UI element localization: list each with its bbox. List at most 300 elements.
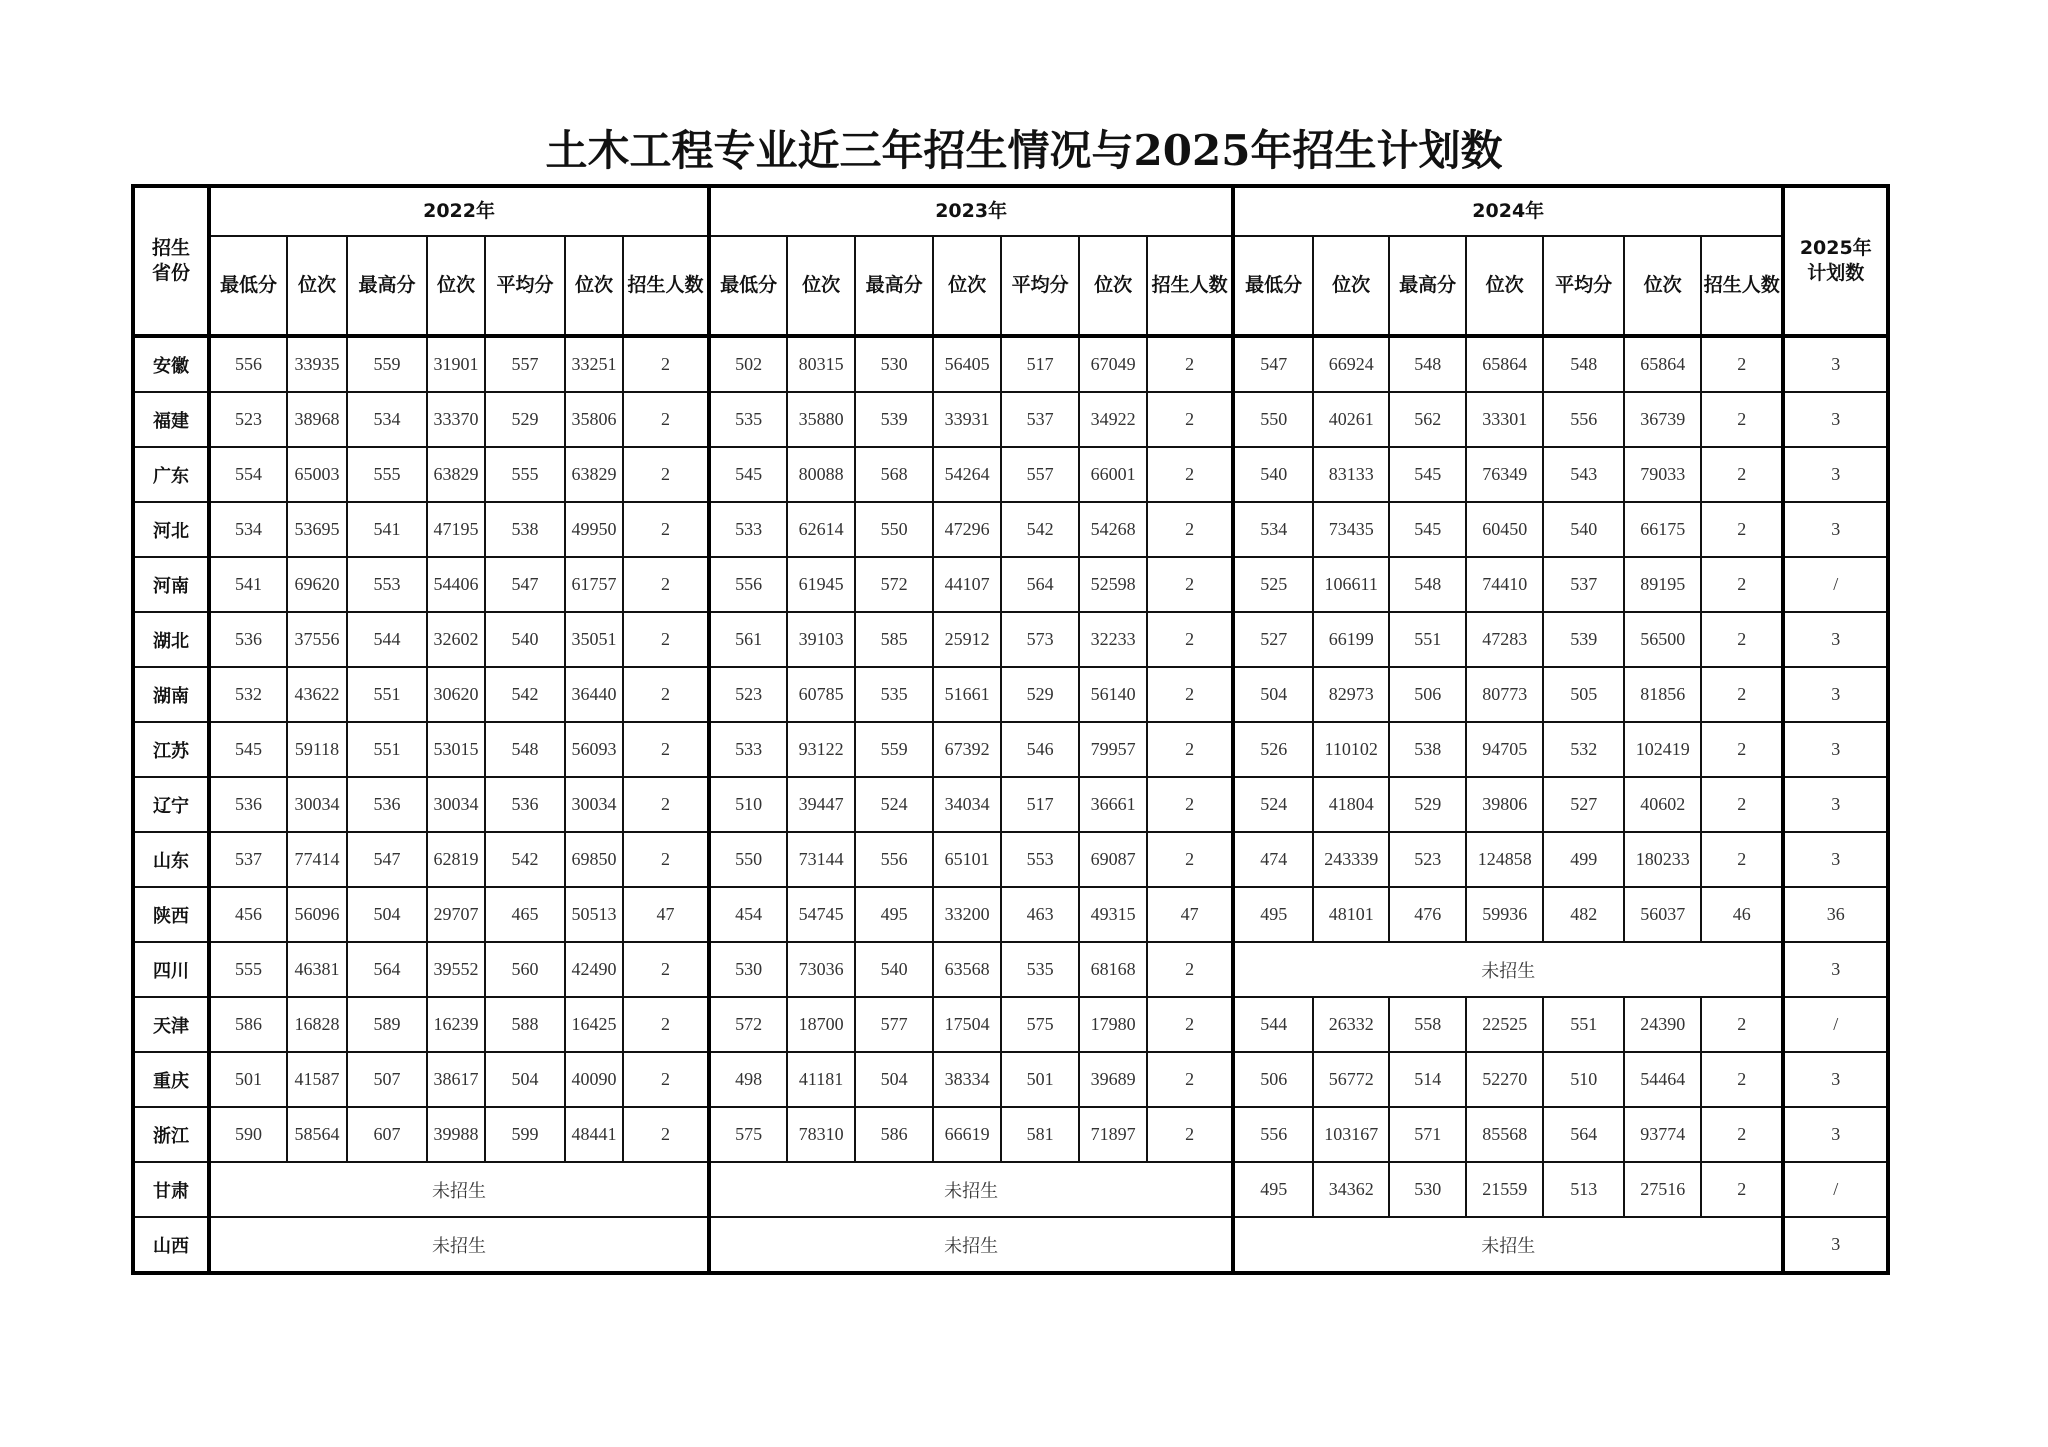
cell-enrolled-count: 2 <box>1701 1162 1783 1217</box>
cell-enrolled-count: 2 <box>623 612 709 667</box>
cell-avg-score: 510 <box>1543 1052 1624 1107</box>
cell-rank-min: 103167 <box>1313 1107 1389 1162</box>
cell-enrolled-count: 2 <box>1701 336 1783 392</box>
province-cell: 河南 <box>133 557 209 612</box>
subheader-rank-min: 位次 <box>287 236 347 336</box>
year-header-2022: 2022年 <box>209 186 709 236</box>
cell-rank-min: 59118 <box>287 722 347 777</box>
cell-rank-min: 82973 <box>1313 667 1389 722</box>
plan-2025-cell: 3 <box>1783 1107 1888 1162</box>
cell-avg-score: 560 <box>485 942 565 997</box>
cell-max-score: 556 <box>855 832 933 887</box>
cell-rank-min: 54745 <box>787 887 855 942</box>
cell-avg-score: 505 <box>1543 667 1624 722</box>
cell-min-score: 454 <box>709 887 787 942</box>
cell-rank-avg: 102419 <box>1624 722 1701 777</box>
cell-avg-score: 539 <box>1543 612 1624 667</box>
subheader-rank-avg: 位次 <box>565 236 623 336</box>
plan-2025-cell: 3 <box>1783 447 1888 502</box>
cell-rank-max: 22525 <box>1466 997 1543 1052</box>
plan-2025-cell: 3 <box>1783 777 1888 832</box>
year-header-2023: 2023年 <box>709 186 1233 236</box>
province-cell: 陕西 <box>133 887 209 942</box>
cell-rank-max: 21559 <box>1466 1162 1543 1217</box>
cell-min-score: 550 <box>1233 392 1313 447</box>
cell-rank-max: 65101 <box>933 832 1001 887</box>
cell-rank-max: 60450 <box>1466 502 1543 557</box>
cell-enrolled-count: 2 <box>1701 722 1783 777</box>
cell-enrolled-count: 2 <box>1147 1052 1233 1107</box>
cell-min-score: 535 <box>709 392 787 447</box>
cell-rank-max: 33301 <box>1466 392 1543 447</box>
cell-rank-min: 78310 <box>787 1107 855 1162</box>
cell-rank-avg: 63829 <box>565 447 623 502</box>
cell-max-score: 536 <box>347 777 427 832</box>
province-cell: 山东 <box>133 832 209 887</box>
cell-min-score: 586 <box>209 997 287 1052</box>
cell-max-score: 545 <box>1389 447 1466 502</box>
cell-max-score: 572 <box>855 557 933 612</box>
cell-rank-min: 33935 <box>287 336 347 392</box>
cell-rank-min: 40261 <box>1313 392 1389 447</box>
cell-rank-max: 39988 <box>427 1107 485 1162</box>
cell-avg-score: 555 <box>485 447 565 502</box>
cell-max-score: 564 <box>347 942 427 997</box>
cell-enrolled-count: 2 <box>623 777 709 832</box>
province-cell: 重庆 <box>133 1052 209 1107</box>
cell-rank-avg: 27516 <box>1624 1162 1701 1217</box>
cell-max-score: 535 <box>855 667 933 722</box>
cell-rank-avg: 36440 <box>565 667 623 722</box>
cell-max-score: 506 <box>1389 667 1466 722</box>
cell-rank-min: 16828 <box>287 997 347 1052</box>
plan-2025-cell: 3 <box>1783 832 1888 887</box>
table-row <box>133 502 1888 557</box>
cell-min-score: 547 <box>1233 336 1313 392</box>
cell-max-score: 544 <box>347 612 427 667</box>
cell-max-score: 545 <box>1389 502 1466 557</box>
cell-max-score: 539 <box>855 392 933 447</box>
cell-avg-score: 564 <box>1001 557 1079 612</box>
cell-enrolled-count: 2 <box>1701 447 1783 502</box>
cell-avg-score: 548 <box>485 722 565 777</box>
cell-avg-score: 573 <box>1001 612 1079 667</box>
cell-max-score: 555 <box>347 447 427 502</box>
plan-2025-cell: 3 <box>1783 336 1888 392</box>
cell-enrolled-count: 2 <box>1701 1107 1783 1162</box>
plan-2025-cell: 3 <box>1783 502 1888 557</box>
cell-max-score: 558 <box>1389 997 1466 1052</box>
cell-rank-max: 16239 <box>427 997 485 1052</box>
cell-rank-avg: 35051 <box>565 612 623 667</box>
cell-rank-avg: 61757 <box>565 557 623 612</box>
cell-enrolled-count: 46 <box>1701 887 1783 942</box>
plan-2025-cell: 3 <box>1783 612 1888 667</box>
cell-min-score: 556 <box>209 336 287 392</box>
cell-avg-score: 529 <box>1001 667 1079 722</box>
cell-rank-avg: 89195 <box>1624 557 1701 612</box>
subheader-max-score: 最高分 <box>855 236 933 336</box>
table-row <box>133 1217 1888 1273</box>
not-enrolled-cell: 未招生 <box>709 1217 1233 1273</box>
cell-avg-score: 543 <box>1543 447 1624 502</box>
cell-enrolled-count: 2 <box>1147 942 1233 997</box>
cell-rank-avg: 79033 <box>1624 447 1701 502</box>
cell-max-score: 571 <box>1389 1107 1466 1162</box>
table-row <box>133 997 1888 1052</box>
cell-rank-max: 31901 <box>427 336 485 392</box>
cell-enrolled-count: 2 <box>1147 1107 1233 1162</box>
cell-rank-min: 93122 <box>787 722 855 777</box>
cell-rank-avg: 49950 <box>565 502 623 557</box>
header-row-subcolumns <box>133 236 1888 336</box>
cell-rank-max: 54406 <box>427 557 485 612</box>
cell-max-score: 538 <box>1389 722 1466 777</box>
cell-min-score: 474 <box>1233 832 1313 887</box>
cell-max-score: 585 <box>855 612 933 667</box>
cell-rank-avg: 66175 <box>1624 502 1701 557</box>
cell-rank-max: 38334 <box>933 1052 1001 1107</box>
table-body <box>133 336 1888 1273</box>
cell-rank-max: 63829 <box>427 447 485 502</box>
cell-min-score: 540 <box>1233 447 1313 502</box>
cell-rank-avg: 71897 <box>1079 1107 1147 1162</box>
cell-enrolled-count: 2 <box>623 997 709 1052</box>
cell-rank-avg: 52598 <box>1079 557 1147 612</box>
cell-rank-min: 26332 <box>1313 997 1389 1052</box>
cell-max-score: 559 <box>855 722 933 777</box>
province-cell: 浙江 <box>133 1107 209 1162</box>
cell-max-score: 551 <box>347 667 427 722</box>
cell-rank-max: 66619 <box>933 1107 1001 1162</box>
cell-min-score: 534 <box>209 502 287 557</box>
plan-2025-cell: / <box>1783 557 1888 612</box>
cell-min-score: 495 <box>1233 1162 1313 1217</box>
cell-avg-score: 540 <box>485 612 565 667</box>
cell-avg-score: 537 <box>1543 557 1624 612</box>
cell-enrolled-count: 2 <box>623 832 709 887</box>
cell-rank-max: 32602 <box>427 612 485 667</box>
plan-2025-cell: / <box>1783 1162 1888 1217</box>
cell-rank-avg: 33251 <box>565 336 623 392</box>
cell-min-score: 536 <box>209 777 287 832</box>
cell-rank-min: 39447 <box>787 777 855 832</box>
table-row <box>133 392 1888 447</box>
plan-2025-cell: 3 <box>1783 392 1888 447</box>
cell-avg-score: 499 <box>1543 832 1624 887</box>
cell-min-score: 554 <box>209 447 287 502</box>
year-header-2024: 2024年 <box>1233 186 1783 236</box>
cell-rank-max: 30034 <box>427 777 485 832</box>
cell-avg-score: 575 <box>1001 997 1079 1052</box>
cell-max-score: 553 <box>347 557 427 612</box>
cell-avg-score: 542 <box>485 667 565 722</box>
cell-min-score: 537 <box>209 832 287 887</box>
cell-rank-min: 66199 <box>1313 612 1389 667</box>
cell-max-score: 559 <box>347 336 427 392</box>
subheader-min-score: 最低分 <box>709 236 787 336</box>
cell-min-score: 498 <box>709 1052 787 1107</box>
cell-avg-score: 537 <box>1001 392 1079 447</box>
cell-avg-score: 599 <box>485 1107 565 1162</box>
cell-rank-max: 56405 <box>933 336 1001 392</box>
cell-min-score: 504 <box>1233 667 1313 722</box>
cell-rank-min: 18700 <box>787 997 855 1052</box>
subheader-rank-min: 位次 <box>1313 236 1389 336</box>
cell-rank-min: 58564 <box>287 1107 347 1162</box>
cell-avg-score: 557 <box>485 336 565 392</box>
cell-enrolled-count: 2 <box>623 336 709 392</box>
cell-min-score: 575 <box>709 1107 787 1162</box>
province-cell: 甘肃 <box>133 1162 209 1217</box>
province-cell: 湖北 <box>133 612 209 667</box>
cell-rank-avg: 54268 <box>1079 502 1147 557</box>
cell-rank-max: 63568 <box>933 942 1001 997</box>
province-cell: 山西 <box>133 1217 209 1273</box>
cell-rank-max: 34034 <box>933 777 1001 832</box>
cell-rank-avg: 40090 <box>565 1052 623 1107</box>
not-enrolled-cell: 未招生 <box>1233 1217 1783 1273</box>
cell-max-score: 551 <box>347 722 427 777</box>
cell-rank-avg: 36739 <box>1624 392 1701 447</box>
subheader-rank-avg: 位次 <box>1624 236 1701 336</box>
cell-enrolled-count: 2 <box>1701 832 1783 887</box>
cell-min-score: 506 <box>1233 1052 1313 1107</box>
cell-enrolled-count: 2 <box>1147 447 1233 502</box>
cell-min-score: 550 <box>709 832 787 887</box>
table-row <box>133 887 1888 942</box>
cell-min-score: 524 <box>1233 777 1313 832</box>
cell-rank-min: 38968 <box>287 392 347 447</box>
cell-rank-max: 38617 <box>427 1052 485 1107</box>
cell-enrolled-count: 2 <box>1147 612 1233 667</box>
cell-rank-avg: 50513 <box>565 887 623 942</box>
province-cell: 湖南 <box>133 667 209 722</box>
cell-rank-max: 39552 <box>427 942 485 997</box>
cell-rank-max: 67392 <box>933 722 1001 777</box>
cell-rank-avg: 79957 <box>1079 722 1147 777</box>
not-enrolled-cell: 未招生 <box>209 1217 709 1273</box>
cell-enrolled-count: 2 <box>623 1052 709 1107</box>
cell-min-score: 556 <box>1233 1107 1313 1162</box>
table-row <box>133 336 1888 392</box>
cell-min-score: 526 <box>1233 722 1313 777</box>
cell-max-score: 547 <box>347 832 427 887</box>
table-row <box>133 667 1888 722</box>
subheader-rank-max: 位次 <box>1466 236 1543 336</box>
cell-max-score: 548 <box>1389 557 1466 612</box>
cell-avg-score: 517 <box>1001 336 1079 392</box>
cell-avg-score: 556 <box>1543 392 1624 447</box>
subheader-enrolled-count: 招生人数 <box>623 236 709 336</box>
cell-avg-score: 548 <box>1543 336 1624 392</box>
cell-rank-avg: 35806 <box>565 392 623 447</box>
cell-max-score: 524 <box>855 777 933 832</box>
cell-min-score: 456 <box>209 887 287 942</box>
cell-avg-score: 465 <box>485 887 565 942</box>
cell-min-score: 561 <box>709 612 787 667</box>
cell-enrolled-count: 2 <box>623 1107 709 1162</box>
cell-max-score: 540 <box>855 942 933 997</box>
cell-min-score: 533 <box>709 722 787 777</box>
cell-rank-min: 41587 <box>287 1052 347 1107</box>
cell-avg-score: 588 <box>485 997 565 1052</box>
cell-rank-min: 39103 <box>787 612 855 667</box>
enrollment-table <box>131 184 1890 1275</box>
cell-rank-avg: 81856 <box>1624 667 1701 722</box>
cell-rank-min: 61945 <box>787 557 855 612</box>
province-cell: 天津 <box>133 997 209 1052</box>
cell-rank-avg: 69850 <box>565 832 623 887</box>
cell-enrolled-count: 47 <box>623 887 709 942</box>
cell-max-score: 586 <box>855 1107 933 1162</box>
cell-min-score: 525 <box>1233 557 1313 612</box>
cell-min-score: 510 <box>709 777 787 832</box>
cell-rank-min: 65003 <box>287 447 347 502</box>
cell-max-score: 562 <box>1389 392 1466 447</box>
plan-2025-cell: 3 <box>1783 722 1888 777</box>
cell-rank-max: 54264 <box>933 447 1001 502</box>
cell-rank-avg: 56140 <box>1079 667 1147 722</box>
not-enrolled-cell: 未招生 <box>709 1162 1233 1217</box>
cell-rank-max: 33370 <box>427 392 485 447</box>
table-row <box>133 1107 1888 1162</box>
cell-rank-max: 124858 <box>1466 832 1543 887</box>
cell-min-score: 495 <box>1233 887 1313 942</box>
cell-min-score: 501 <box>209 1052 287 1107</box>
cell-rank-avg: 34922 <box>1079 392 1147 447</box>
cell-rank-max: 25912 <box>933 612 1001 667</box>
cell-min-score: 532 <box>209 667 287 722</box>
cell-enrolled-count: 2 <box>1701 612 1783 667</box>
cell-rank-avg: 69087 <box>1079 832 1147 887</box>
cell-enrolled-count: 2 <box>1701 557 1783 612</box>
cell-enrolled-count: 2 <box>1701 777 1783 832</box>
cell-enrolled-count: 2 <box>1147 557 1233 612</box>
cell-rank-avg: 180233 <box>1624 832 1701 887</box>
cell-enrolled-count: 2 <box>623 502 709 557</box>
cell-avg-score: 535 <box>1001 942 1079 997</box>
subheader-min-score: 最低分 <box>1233 236 1313 336</box>
province-cell: 江苏 <box>133 722 209 777</box>
cell-enrolled-count: 2 <box>623 667 709 722</box>
subheader-rank-max: 位次 <box>933 236 1001 336</box>
cell-avg-score: 557 <box>1001 447 1079 502</box>
province-cell: 安徽 <box>133 336 209 392</box>
plan-2025-cell: 3 <box>1783 667 1888 722</box>
cell-rank-max: 39806 <box>1466 777 1543 832</box>
cell-rank-max: 17504 <box>933 997 1001 1052</box>
cell-rank-avg: 67049 <box>1079 336 1147 392</box>
cell-rank-max: 47283 <box>1466 612 1543 667</box>
cell-enrolled-count: 2 <box>623 942 709 997</box>
cell-rank-min: 37556 <box>287 612 347 667</box>
cell-min-score: 541 <box>209 557 287 612</box>
plan-2025-cell: / <box>1783 997 1888 1052</box>
cell-max-score: 504 <box>347 887 427 942</box>
cell-rank-max: 53015 <box>427 722 485 777</box>
plan-2025-header: 2025年计划数 <box>1783 186 1888 336</box>
cell-max-score: 577 <box>855 997 933 1052</box>
cell-avg-score: 564 <box>1543 1107 1624 1162</box>
cell-avg-score: 504 <box>485 1052 565 1107</box>
cell-rank-min: 73435 <box>1313 502 1389 557</box>
cell-rank-min: 56772 <box>1313 1052 1389 1107</box>
cell-rank-max: 62819 <box>427 832 485 887</box>
cell-enrolled-count: 2 <box>1147 667 1233 722</box>
cell-rank-max: 59936 <box>1466 887 1543 942</box>
cell-rank-avg: 68168 <box>1079 942 1147 997</box>
cell-rank-avg: 66001 <box>1079 447 1147 502</box>
cell-rank-avg: 32233 <box>1079 612 1147 667</box>
province-cell: 辽宁 <box>133 777 209 832</box>
cell-min-score: 523 <box>209 392 287 447</box>
cell-min-score: 523 <box>709 667 787 722</box>
cell-rank-avg: 56093 <box>565 722 623 777</box>
cell-rank-max: 51661 <box>933 667 1001 722</box>
cell-avg-score: 482 <box>1543 887 1624 942</box>
cell-rank-min: 243339 <box>1313 832 1389 887</box>
table-row <box>133 447 1888 502</box>
cell-rank-max: 74410 <box>1466 557 1543 612</box>
cell-avg-score: 529 <box>485 392 565 447</box>
cell-rank-avg: 30034 <box>565 777 623 832</box>
province-header: 招生省份 <box>133 186 209 336</box>
cell-rank-min: 34362 <box>1313 1162 1389 1217</box>
cell-rank-min: 60785 <box>787 667 855 722</box>
table-row <box>133 1052 1888 1107</box>
cell-enrolled-count: 2 <box>1701 1052 1783 1107</box>
cell-enrolled-count: 2 <box>623 447 709 502</box>
cell-max-score: 523 <box>1389 832 1466 887</box>
cell-max-score: 589 <box>347 997 427 1052</box>
cell-min-score: 502 <box>709 336 787 392</box>
province-cell: 河北 <box>133 502 209 557</box>
cell-rank-min: 80088 <box>787 447 855 502</box>
cell-avg-score: 547 <box>485 557 565 612</box>
cell-avg-score: 540 <box>1543 502 1624 557</box>
cell-enrolled-count: 2 <box>1147 777 1233 832</box>
cell-rank-max: 52270 <box>1466 1052 1543 1107</box>
cell-rank-avg: 48441 <box>565 1107 623 1162</box>
cell-max-score: 530 <box>855 336 933 392</box>
subheader-enrolled-count: 招生人数 <box>1701 236 1783 336</box>
subheader-enrolled-count: 招生人数 <box>1147 236 1233 336</box>
table-row <box>133 612 1888 667</box>
cell-rank-min: 77414 <box>287 832 347 887</box>
cell-rank-min: 110102 <box>1313 722 1389 777</box>
cell-rank-max: 33200 <box>933 887 1001 942</box>
cell-rank-max: 47296 <box>933 502 1001 557</box>
cell-max-score: 529 <box>1389 777 1466 832</box>
cell-avg-score: 538 <box>485 502 565 557</box>
cell-rank-max: 76349 <box>1466 447 1543 502</box>
cell-rank-avg: 93774 <box>1624 1107 1701 1162</box>
table-row <box>133 777 1888 832</box>
cell-rank-max: 29707 <box>427 887 485 942</box>
plan-2025-cell: 3 <box>1783 1217 1888 1273</box>
cell-rank-min: 83133 <box>1313 447 1389 502</box>
cell-enrolled-count: 2 <box>1147 502 1233 557</box>
cell-avg-score: 553 <box>1001 832 1079 887</box>
cell-avg-score: 517 <box>1001 777 1079 832</box>
cell-rank-min: 41804 <box>1313 777 1389 832</box>
cell-max-score: 504 <box>855 1052 933 1107</box>
cell-max-score: 514 <box>1389 1052 1466 1107</box>
cell-avg-score: 546 <box>1001 722 1079 777</box>
cell-max-score: 541 <box>347 502 427 557</box>
cell-rank-min: 53695 <box>287 502 347 557</box>
